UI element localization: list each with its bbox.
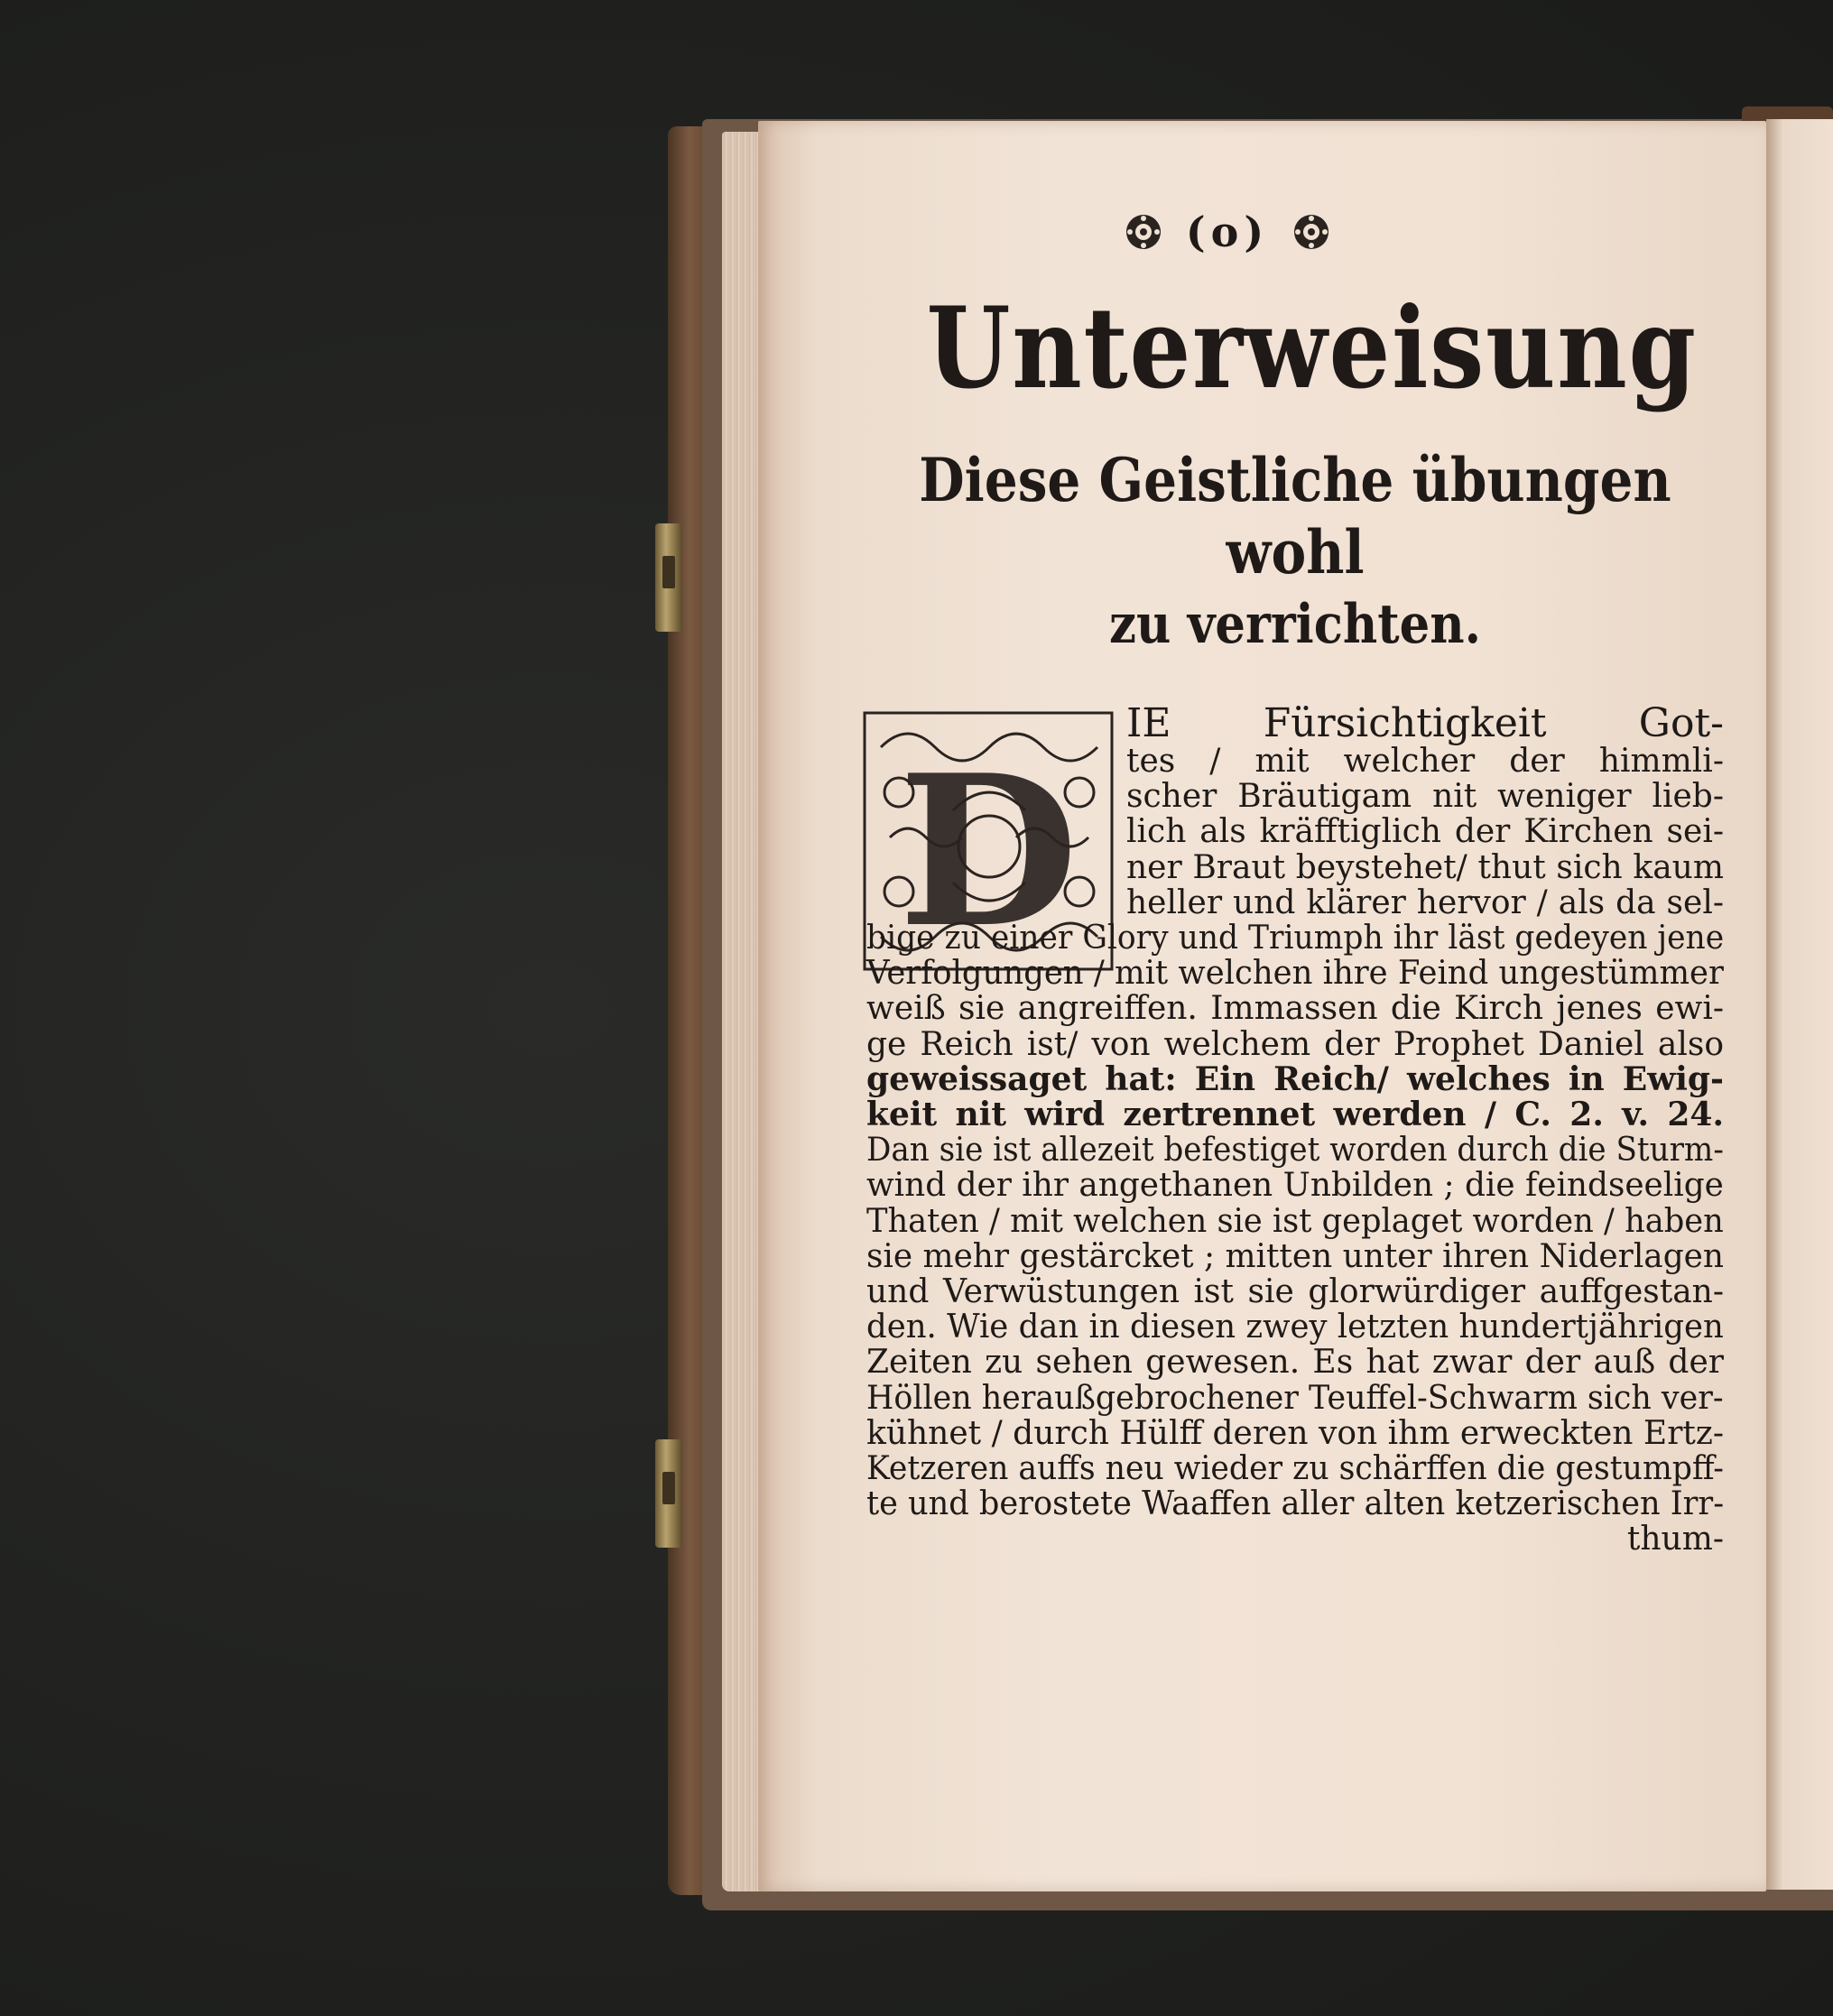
text-line: Höllen heraußgebrochener Teuffel-Schwarm sich ver- [866, 1379, 1724, 1417]
text-line: keit nit wird zertrennet werden / C. 2. v. 24. [866, 1096, 1724, 1134]
initial-letter: D [898, 730, 1079, 971]
facing-page-edge [1766, 119, 1833, 1890]
page-title: Unterweisung [926, 283, 1698, 414]
text-line: ner Braut beystehet/ thut sich kaum [1126, 848, 1724, 886]
upper-clasp [655, 523, 682, 632]
lower-clasp [655, 1439, 682, 1548]
text-line: Verfolgungen / mit welchen ihre Feind ungestümmer [866, 955, 1724, 993]
text-line: lich als kräfftiglich der Kirchen sei- [1126, 813, 1724, 851]
text-line: geweissaget hat: Ein Reich/ welches in Ewig- [866, 1059, 1724, 1098]
page-number: (o) [1185, 208, 1270, 256]
text-line-catchword: thum- [1626, 1521, 1724, 1558]
page-header [993, 208, 1462, 256]
text-line: Dan sie ist allezeit befestiget worden durch die Sturm- [866, 1132, 1724, 1170]
rosette-ornament-icon [1292, 213, 1330, 251]
text-line: IE Fürsichtigkeit Got- [1126, 700, 1724, 746]
text-line: tes / mit welcher der himmli- [1126, 743, 1724, 780]
text-line: wind der ihr angethanen Unbilden ; die feindseelige [866, 1167, 1724, 1205]
text-line: Thaten / mit welchen sie ist geplaget worden / haben [866, 1202, 1724, 1240]
body-text [866, 700, 1725, 1558]
text-line: kühnet / durch Hülff deren von ihm erweckten Ertz- [866, 1414, 1725, 1452]
text-line: te und berostete Waaffen aller alten ketzerischen Irr- [866, 1485, 1725, 1523]
text-line: scher Bräutigam nit weniger lieb- [1126, 778, 1724, 816]
text-line: und Verwüstungen ist sie glorwürdiger auffgestan- [866, 1273, 1724, 1311]
text-line: den. Wie dan in diesen zwey letzten hundertjährigen [866, 1309, 1724, 1346]
text-line: heller und klärer hervor / als da sel- [1126, 883, 1724, 921]
text-line: Zeiten zu sehen gewesen. Es hat zwar der auß der [866, 1344, 1724, 1382]
text-line: sie mehr gestärcket ; mitten unter ihren Niderlagen [866, 1237, 1725, 1275]
rosette-ornament-icon [1125, 213, 1162, 251]
subtitle-line-1: Diese Geistliche übungen wohl [919, 445, 1671, 587]
text-line: bige zu einer Glory und Triumph ihr läst gedeyen jene [866, 920, 1725, 957]
printed-page-content [866, 208, 1724, 1558]
subtitle-line-2: zu verrichten. [1108, 593, 1482, 656]
text-line: weiß sie angreiffen. Immassen die Kirch jenes ewi- [866, 990, 1724, 1028]
text-line: Ketzeren auffs neu wieder zu schärffen die gestumpff- [866, 1450, 1724, 1488]
text-line: ge Reich ist/ von welchem der Prophet Daniel also [866, 1025, 1724, 1063]
